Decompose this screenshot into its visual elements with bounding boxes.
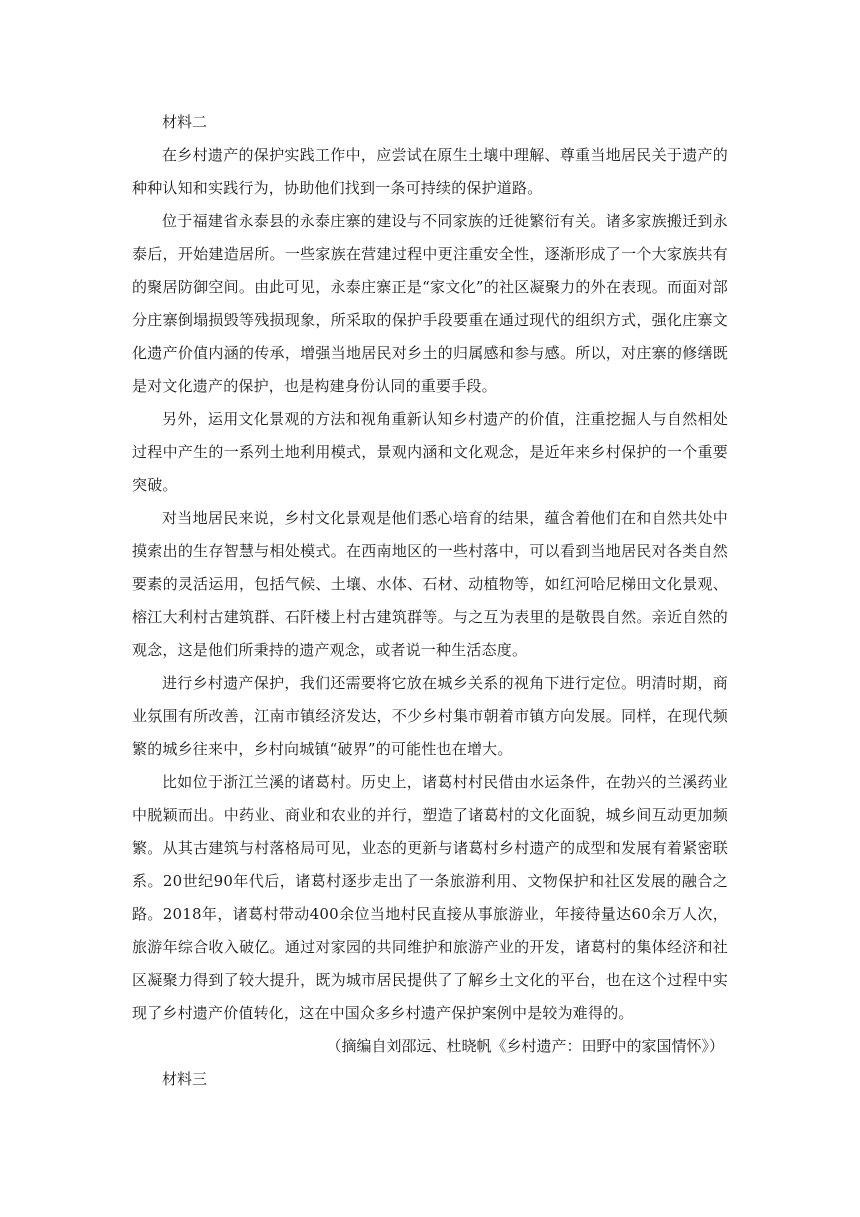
paragraph-1: 在乡村遗产的保护实践工作中，应尝试在原生土壤中理解、尊重当地居民关于遗产的种种认知和实践行为，协助他们找到一条可持续的保护道路。 — [132, 146, 728, 197]
paragraph-4: 对当地居民来说，乡村文化景观是他们悉心培育的结果，蕴含着他们在和自然共处中摸索出的生存智慧与相处模式。在西南地区的一些村落中，可以看到当地居民对各类自然要素的灵活运用，包括气候、土壤、水体、石材、动植物等，如红河哈尼梯田文化景观、榕江大利村古建筑群、石阡楼上村古建筑群等。与之互为表里的是敬畏自然。亲近自然的观念，这是他们所秉持的遗产观念，或者说一种生活态度。 — [132, 509, 728, 659]
paragraph-6: 比如位于浙江兰溪的诸葛村。历史上，诸葛村村民借由水运条件，在勃兴的兰溪药业中脱颖而出。中药业、商业和农业的并行，塑造了诸葛村的文化面貌，城乡间互动更加频繁。从其古建筑与村落格局可见，业态的更新与诸葛村乡村遗产的成型和发展有着紧密联系。20世纪90年代后，诸葛村逐步走出了一条旅游利用、文物保护和社区发展的融合之路。2018年，诸葛村带动400余位当地村民直接从事旅游业，年接待量达60余万人次，旅游年综合收入破亿。通过对家园的共同维护和旅游产业的开发，诸葛村的集体经济和社区凝聚力得到了较大提升，既为城市居民提供了了解乡土文化的平台，也在这个过程中实现了乡村遗产价值转化，这在中国众多乡村遗产保护案例中是较为难得的。 — [132, 773, 728, 1022]
source-citation: （摘编自刘邵远、杜晓帆《乡村遗产：田野中的家国情怀》） — [326, 1037, 724, 1055]
document-body — [132, 106, 728, 1096]
paragraph-2: 位于福建省永泰县的永泰庄寨的建设与不同家族的迁徙繁衍有关。诸多家族搬迁到永泰后，开始建造居所。一些家族在营建过程中更注重安全性，逐渐形成了一个大家族共有的聚居防御空间。由此可见，永泰庄寨正是“家文化”的社区凝聚力的外在表现。而面对部分庄寨倒塌损毁等残损现象，所采取的保护手段要重在通过现代的组织方式，强化庄寨文化遗产价值内涵的传承，增强当地居民对乡土的归属感和参与感。所以，对庄寨的修缮既是对文化遗产的保护，也是构建身份认同的重要手段。 — [132, 212, 728, 395]
paragraph-5: 进行乡村遗产保护，我们还需要将它放在城乡关系的视角下进行定位。明清时期，商业氛围有所改善，江南市镇经济发达，不少乡村集市朝着市镇方向发展。同样，在现代频繁的城乡往来中，乡村向城镇“破界”的可能性也在增大。 — [132, 674, 728, 758]
section-heading-material-2: 材料二 — [162, 113, 208, 131]
section-heading-material-3: 材料三 — [162, 1070, 208, 1088]
paragraph-3: 另外，运用文化景观的方法和视角重新认知乡村遗产的价值，注重挖掘人与自然相处过程中产生的一系列土地利用模式，景观内涵和文化观念，是近年来乡村保护的一个重要突破。 — [132, 410, 728, 494]
